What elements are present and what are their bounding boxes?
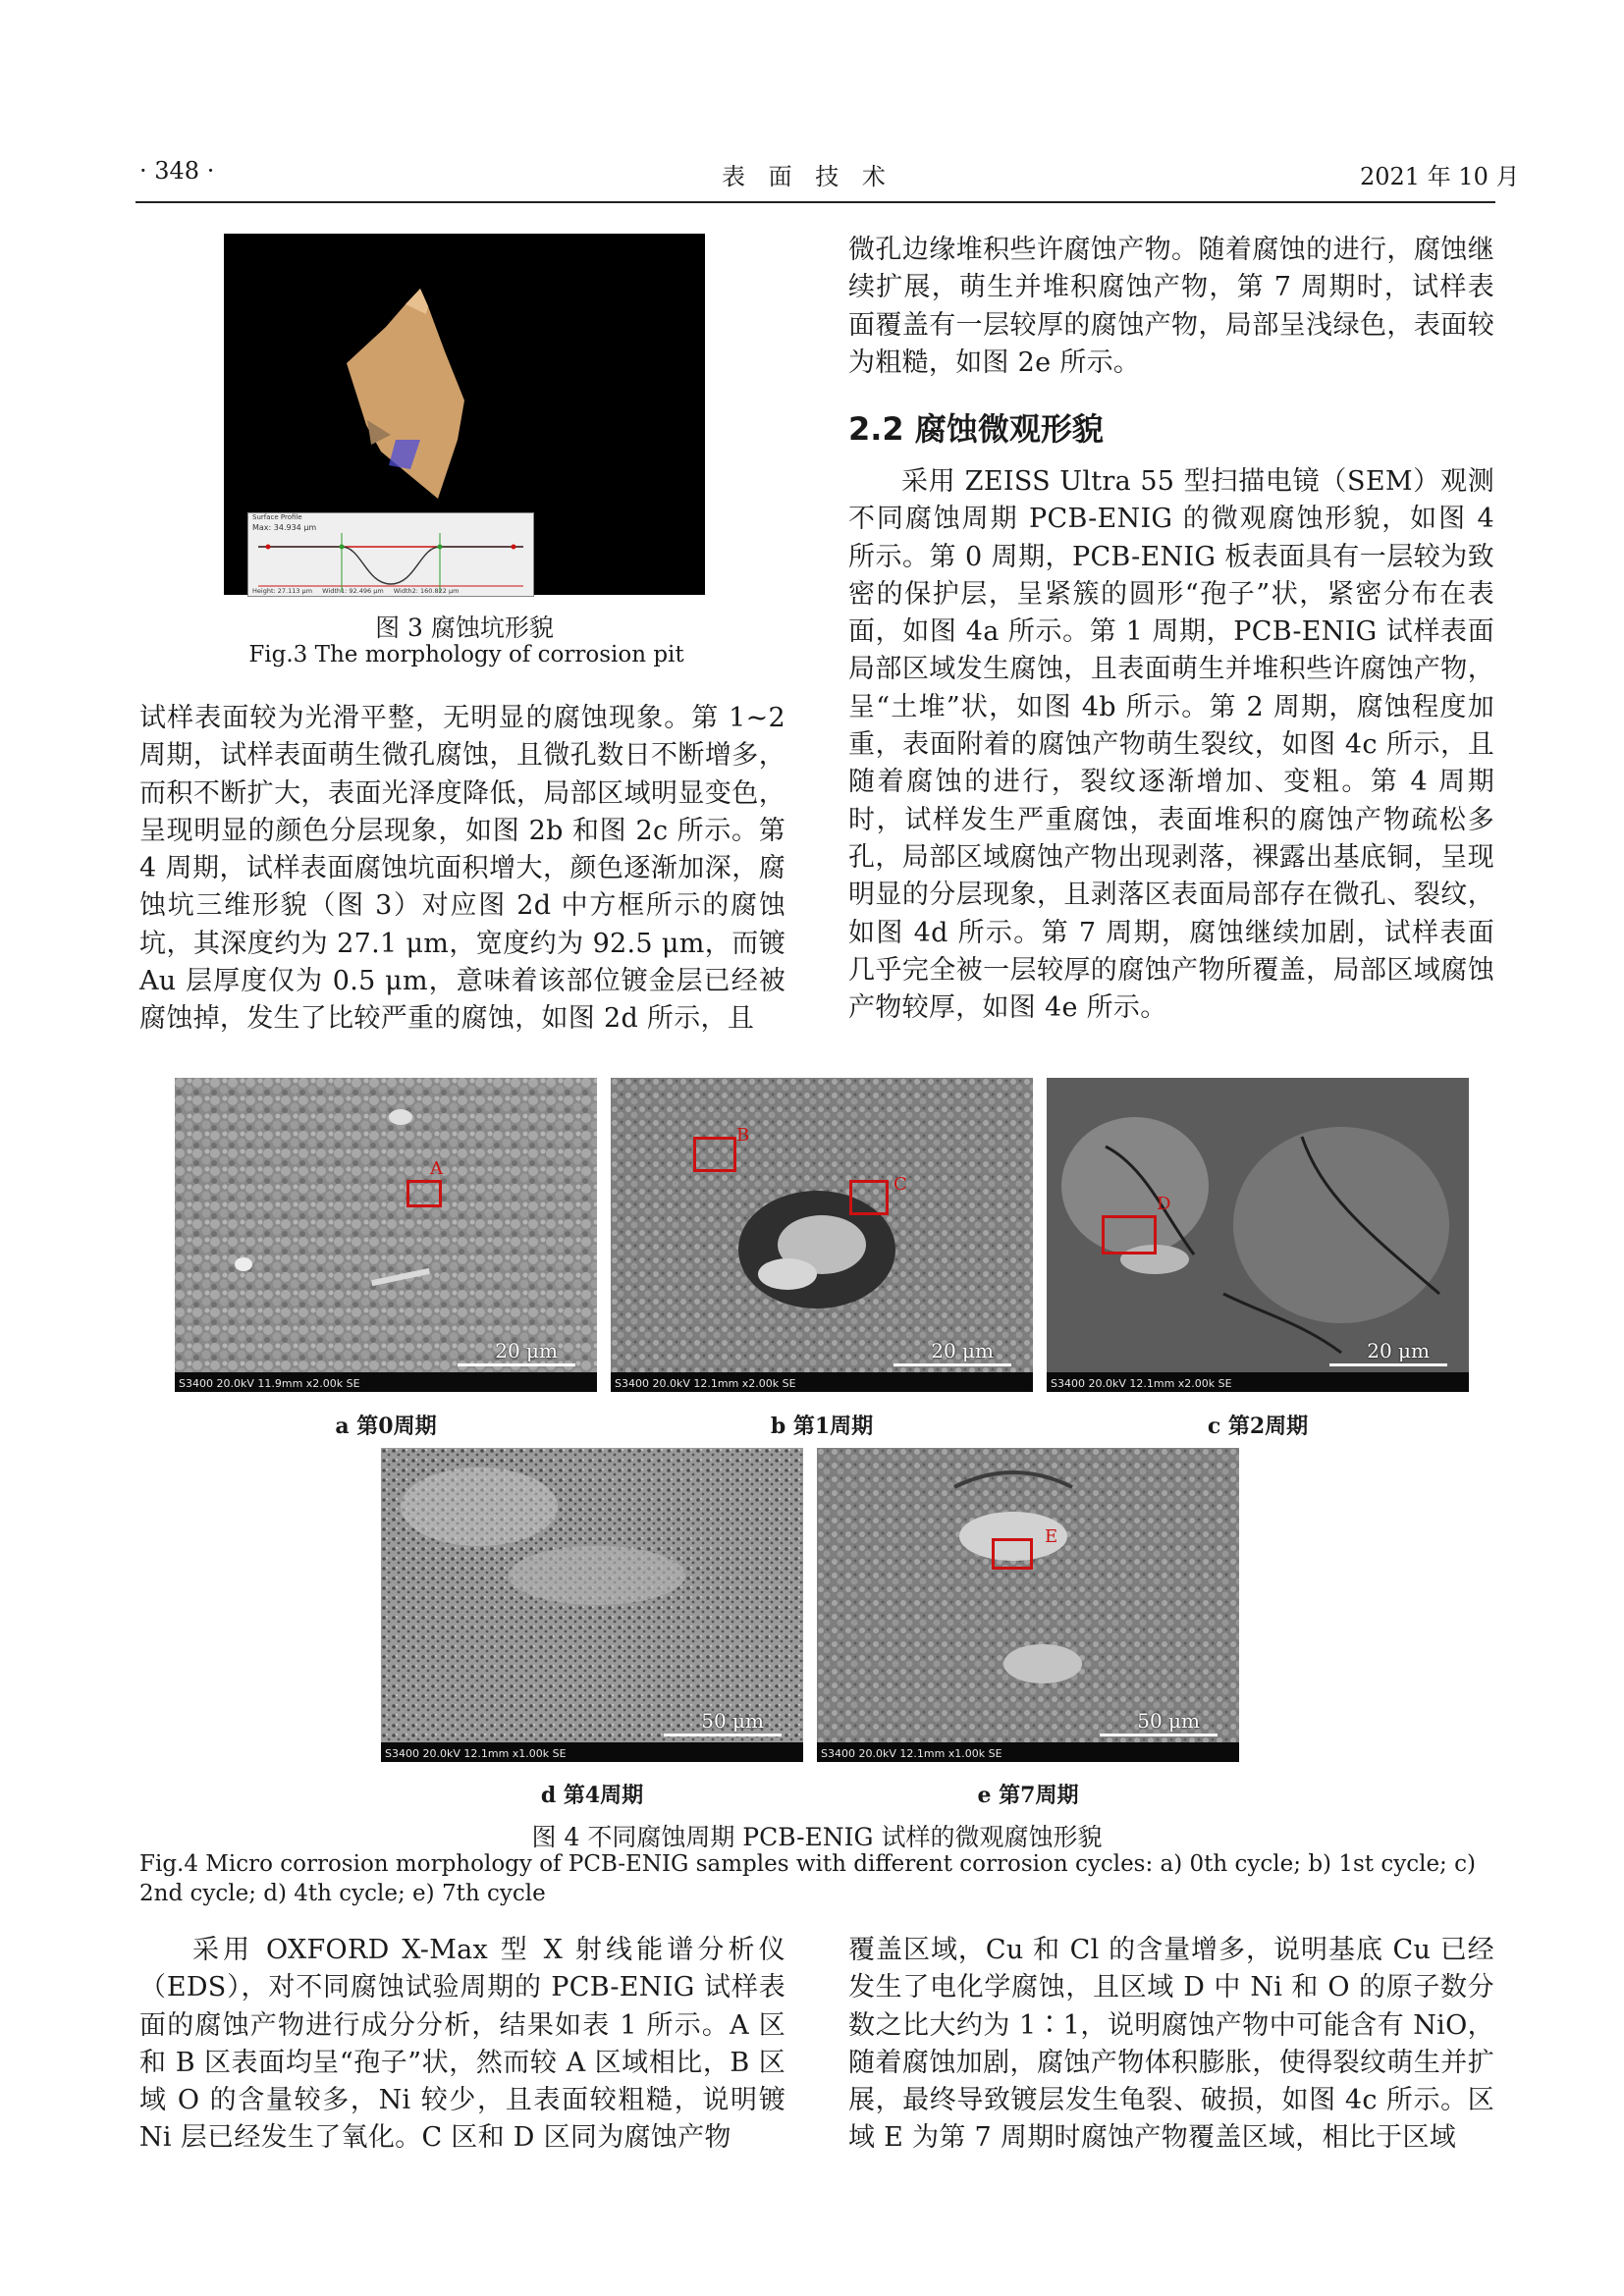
sem-panel-b [611,1078,1033,1392]
info-bar-d [381,1742,803,1762]
region-label-b: B [736,1125,750,1146]
region-box-d [1102,1215,1157,1255]
sem-label-a: a 第0周期 [335,1414,437,1439]
fig3-max-label: Max: 34.934 μm [252,523,317,532]
fig3-profile-panel [247,512,534,597]
sem-image-d [381,1448,803,1742]
bottom-left-paragraph: 采用 OXFORD X-Max 型 X 射线能谱分析仪（EDS），对不同腐蚀试验周期的 PCB-ENIG 试样表面的腐蚀产物进行成分分析，结果如表 1 所示。A 区和 B 区表面均呈“孢子”状，然而较 A 区域相比，B 区域 O 的含量较多，Ni 较少，且表面较粗糙，说明镀 Ni 层已经发生了氧化。C 区和 D 区同为腐蚀产物 [139,1935,785,2154]
fig3-width2-label: Width2: 160.822 μm [393,587,460,595]
fig3-caption-en: Fig.3 The morphology of corrosion pit [248,642,684,667]
scale-label-b: 20 μm [931,1339,994,1362]
info-bar-c [1047,1372,1469,1392]
region-label-a: A [430,1158,443,1179]
info-text-c: S3400 20.0kV 12.1mm x2.00k SE [1051,1377,1232,1390]
scale-label-d: 50 μm [701,1709,764,1733]
region-label-e: E [1045,1526,1058,1547]
sem-panel-a [175,1078,597,1392]
scale-label-e: 50 μm [1137,1709,1200,1733]
scale-label-c: 20 μm [1367,1339,1430,1362]
left-paragraph: 试样表面较为光滑平整，无明显的腐蚀现象。第 1~2 周期，试样表面萌生微孔腐蚀，且微孔数日不断增多，而积不断扩大，表面光泽度降低，局部区域明显变色，呈现明显的颜色分层现象，如图 2b 和图 2c 所示。第 4 周期，试样表面腐蚀坑面积增大，颜色逐渐加深，腐蚀坑三维形貌（图 3）对应图 2d 中方框所示的腐蚀坑，其深度约为 27.1 μm，宽度约为 92.5 μm，而镀 Au 层厚度仅为 0.5 μm，意味着该部位镀金层已经被腐蚀掉，发生了比较严重的腐蚀，如图 2d 所示，且 [139,703,785,1035]
sem-label-c: c 第2周期 [1207,1414,1309,1439]
info-text-b: S3400 20.0kV 12.1mm x2.00k SE [615,1377,796,1390]
bottom-right-paragraph: 覆盖区域，Cu 和 Cl 的含量增多，说明基底 Cu 已经发生了电化学腐蚀，且区域 D 中 Ni 和 O 的原子数分数之比大约为 1∶1，说明腐蚀产物中可能含有 NiO，随着腐蚀加剧，腐蚀产物体积膨胀，使得裂纹萌生并扩展，最终导致镀层发生龟裂、破损，如图 4c 所示。区域 E 为第 7 周期时腐蚀产物覆盖区域，相比于区域 [848,1935,1494,2154]
fig4-caption-en: Fig.4 Micro corrosion morphology of PCB-ENIG samples with different corrosion cycles: a) 0th cycle; b) 1st cycle; c) 2nd cycle; d) 4th cycle; e) 7th cycle [139,1851,1476,1906]
scale-bar-c [1329,1363,1447,1366]
sem-panel-c [1047,1078,1469,1392]
sem-image-e [817,1448,1239,1742]
info-bar-b [611,1372,1033,1392]
fig3-image [224,234,705,595]
region-box-c [849,1180,889,1215]
region-label-c: C [893,1174,907,1195]
sem-panel-e [817,1448,1239,1762]
section-title: 2.2 腐蚀微观形貌 [848,410,1104,448]
info-bar-a [175,1372,597,1392]
region-box-a [406,1180,442,1207]
info-bar-e [817,1742,1239,1762]
scale-bar-d [664,1734,782,1736]
scale-bar-b [893,1363,1011,1366]
scale-bar-a [458,1363,575,1366]
journal-title: 表 面 技 术 [722,163,893,190]
info-text-a: S3400 20.0kV 11.9mm x2.00k SE [179,1377,360,1390]
fig3-profile-curve [248,513,533,596]
header-rule [135,201,1495,203]
info-text-d: S3400 20.0kV 12.1mm x1.00k SE [385,1747,567,1760]
page-number: · 348 · [139,157,215,185]
info-text-e: S3400 20.0kV 12.1mm x1.00k SE [821,1747,1002,1760]
sem-image-b [611,1078,1033,1372]
region-box-e [992,1538,1033,1570]
fig3-panel-title: Surface Profile [252,513,302,521]
right-paragraph-1: 微孔边缘堆积些许腐蚀产物。随着腐蚀的进行，腐蚀继续扩展，萌生并堆积腐蚀产物，第 7 周期时，试样表面覆盖有一层较厚的腐蚀产物，局部呈浅绿色，表面较为粗糙，如图 2e 所示。 [848,235,1494,378]
region-label-d: D [1157,1194,1171,1214]
sem-label-d: d 第4周期 [540,1783,644,1808]
scale-bar-e [1100,1734,1218,1736]
region-box-b [693,1137,736,1172]
fig3-caption-cn: 图 3 腐蚀坑形貌 [375,614,554,642]
sem-panel-d [381,1448,803,1762]
right-paragraph-2: 采用 ZEISS Ultra 55 型扫描电镜（SEM）观测不同腐蚀周期 PCB-ENIG 的微观腐蚀形貌，如图 4 所示。第 0 周期，PCB-ENIG 板表面具有一层较为致密的保护层，呈紧簇的圆形“孢子”状，紧密分布在表面，如图 4a 所示。第 1 周期，PCB-ENIG 试样表面局部区域发生腐蚀，且表面萌生并堆积些许腐蚀产物，呈“土堆”状，如图 4b 所示。第 2 周期，腐蚀程度加重，表面附着的腐蚀产物萌生裂纹，如图 4c 所示，且随着腐蚀的进行，裂纹逐渐增加、变粗。第 4 周期时，试样发生严重腐蚀，表面堆积的腐蚀产物疏松多孔，局部区域腐蚀产物出现剥落，裸露出基底铜，呈现明显的分层现象，且剥落区表面局部存在微孔、裂纹，如图 4d 所示。第 7 周期，腐蚀继续加剧，试样表面几乎完全被一层较厚的腐蚀产物所覆盖，局部区域腐蚀产物较厚，如图 4e 所示。 [848,466,1494,1024]
fig3-width1-label: Width1: 92.496 μm [322,587,384,595]
sem-image-a [175,1078,597,1372]
scale-label-a: 20 μm [495,1339,558,1362]
issue-date: 2021 年 10 月 [1360,163,1520,190]
fig3-height-label: Height: 27.113 μm [252,587,313,595]
sem-label-b: b 第1周期 [770,1414,874,1439]
sem-label-e: e 第7周期 [977,1783,1079,1808]
fig4-caption-cn: 图 4 不同腐蚀周期 PCB-ENIG 试样的微观腐蚀形貌 [531,1823,1103,1851]
